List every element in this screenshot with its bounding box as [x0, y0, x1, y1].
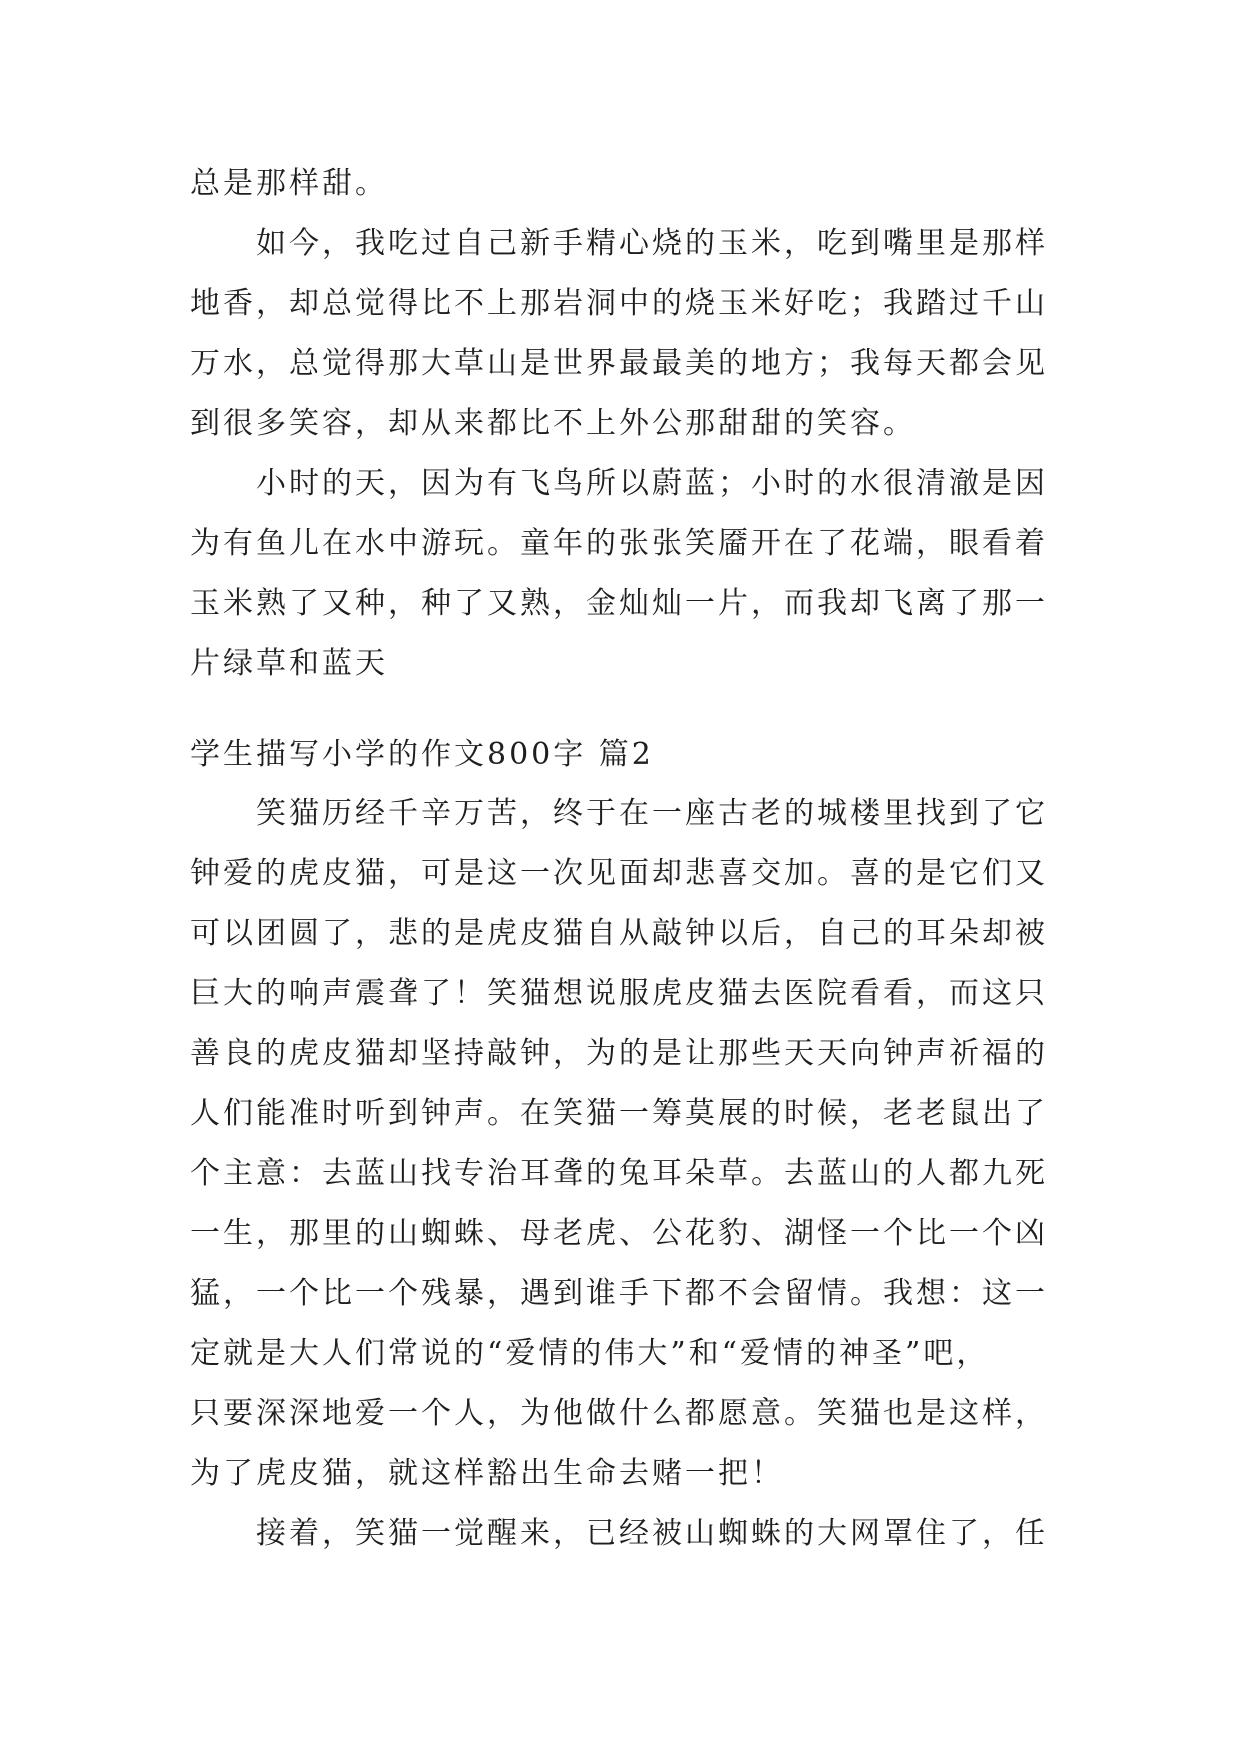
paragraph-line: 片绿草和蓝天 — [190, 646, 388, 681]
paragraph-line: 万水，总觉得那大草山是世界最最美的地方；我每天都会见 — [190, 346, 1048, 381]
paragraph-line: 定就是大人们常说的“爱情的伟大”和“爱情的神圣”吧， — [190, 1336, 990, 1371]
paragraph-line: 总是那样甜。 — [190, 166, 388, 201]
paragraph — [190, 214, 1070, 454]
paragraph — [190, 784, 1070, 1504]
paragraph-line: 猛，一个比一个残暴，遇到谁手下都不会留情。我想：这一 — [190, 1276, 1048, 1311]
paragraph-line: 如今，我吃过自己新手精心烧的玉米，吃到嘴里是那样 — [256, 226, 1048, 261]
paragraph-line: 可以团圆了，悲的是虎皮猫自从敲钟以后，自己的耳朵却被 — [190, 916, 1048, 951]
paragraph-line: 小时的天，因为有飞鸟所以蔚蓝；小时的水很清澈是因 — [256, 466, 1048, 501]
paragraph-line: 为了虎皮猫，就这样豁出生命去赌一把！ — [190, 1456, 784, 1491]
section-heading: 学生描写小学的作文800字 篇2 — [190, 737, 654, 772]
paragraph — [190, 454, 1070, 694]
paragraph-line: 善良的虎皮猫却坚持敲钟，为的是让那些天天向钟声祈福的 — [190, 1036, 1048, 1071]
paragraph-line: 人们能准时听到钟声。在笑猫一筹莫展的时候，老老鼠出了 — [190, 1096, 1048, 1131]
paragraph-line: 地香，却总觉得比不上那岩洞中的烧玉米好吃；我踏过千山 — [190, 286, 1048, 321]
paragraph-continued — [190, 154, 1070, 214]
paragraph-line: 只要深深地爱一个人，为他做什么都愿意。笑猫也是这样， — [190, 1396, 1048, 1431]
paragraph-line: 为有鱼儿在水中游玩。童年的张张笑靥开在了花端，眼看着 — [190, 526, 1048, 561]
paragraph-line: 到很多笑容，却从来都比不上外公那甜甜的笑容。 — [190, 406, 916, 441]
paragraph-line: 玉米熟了又种，种了又熟，金灿灿一片，而我却飞离了那一 — [190, 586, 1048, 621]
paragraph-line: 巨大的响声震聋了！笑猫想说服虎皮猫去医院看看，而这只 — [190, 976, 1048, 1011]
paragraph — [190, 1504, 1070, 1564]
paragraph-line: 笑猫历经千辛万苦，终于在一座古老的城楼里找到了它 — [256, 796, 1048, 831]
paragraph-line: 钟爱的虎皮猫，可是这一次见面却悲喜交加。喜的是它们又 — [190, 856, 1048, 891]
document-body — [190, 154, 1070, 1564]
paragraph-line: 接着，笑猫一觉醒来，已经被山蜘蛛的大网罩住了，任 — [256, 1516, 1048, 1551]
paragraph-line: 一生，那里的山蜘蛛、母老虎、公花豹、湖怪一个比一个凶 — [190, 1216, 1048, 1251]
paragraph-line: 个主意：去蓝山找专治耳聋的兔耳朵草。去蓝山的人都九死 — [190, 1156, 1048, 1191]
